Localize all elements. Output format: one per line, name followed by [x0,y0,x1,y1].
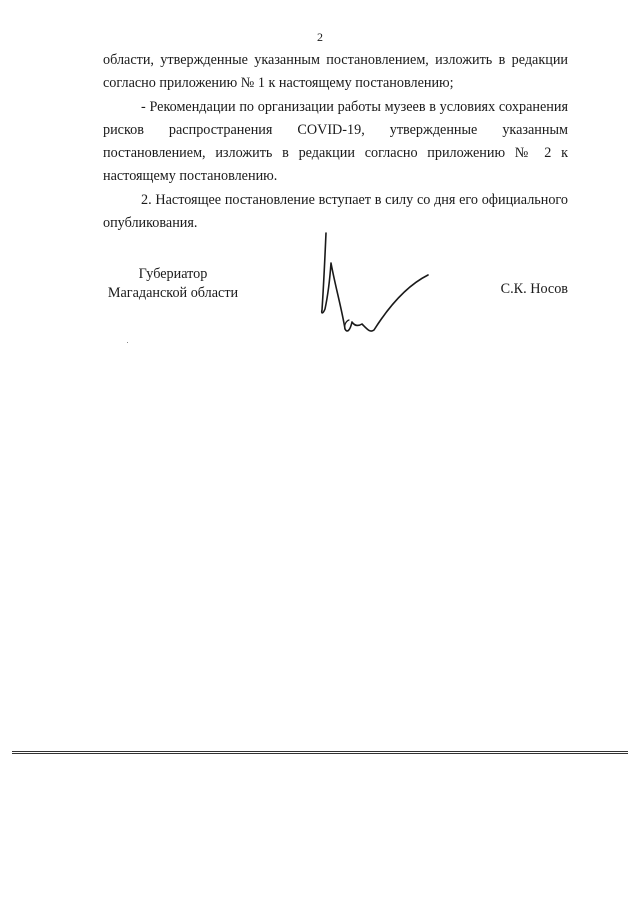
signer-position-line-2: Магаданской области [107,285,239,301]
page-number: 2 [317,30,323,44]
signer-position-line-1: Губериатор [138,266,208,282]
bottom-rule-line-2 [12,753,628,754]
scan-speck [127,342,128,343]
bottom-rule-line-1 [12,751,628,752]
paragraph-2: - Рекомендации по организации работы музеев в условиях сохранения рисков распространения COVID-19, утвержденные указанным постановлением, изложить в редакции согласно приложению № 2 к настоящему постановлению. [103,98,568,185]
handwritten-signature [300,225,440,340]
document-body [103,49,568,235]
paragraph-1: области, утвержденные указанным постановлением, изложить в редакции согласно приложению № 1 к настоящему постановлению; [103,52,568,92]
paragraph-3: 2. Настоящее постановление вступает в силу со дня его официального опубликования. [103,191,568,232]
bottom-rule [12,751,628,755]
signer-name: С.К. Носов [500,281,568,297]
signer-position [103,265,243,303]
